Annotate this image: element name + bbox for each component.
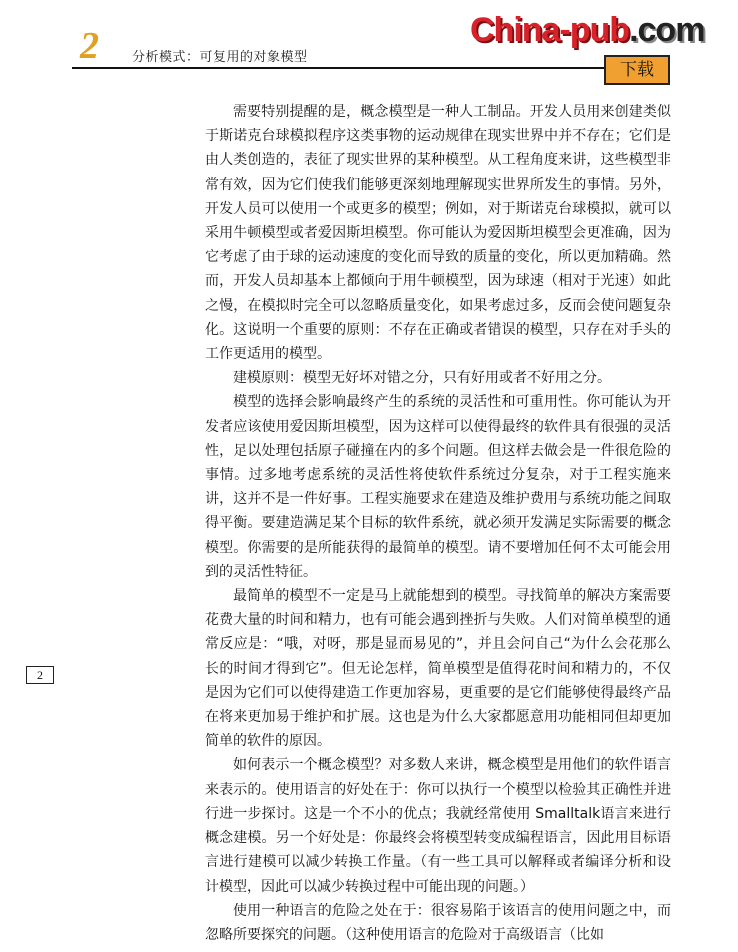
paragraph: 需要特别提醒的是，概念模型是一种人工制品。开发人员用来创建类似于斯诺克台球模拟程序这类事物的运动规律在现实世界中并不存在；它们是由人类创造的，表征了现实世界的某种模型。从工程角度来讲，这些模型非常有效，因为它们使我们能够更深刻地理解现实世界所发生的事情。另外，开发人员可以使用一个或更多的模型；例如，对于斯诺克台球模拟，就可以采用牛顿模型或者爱因斯坦模型。你可能认为爱因斯坦模型会更准确，因为它考虑了由于球的运动速度的变化而导致的质量的变化，所以更加精确。然而，开发人员却基本上都倾向于用牛顿模型，因为球速（相对于光速）如此之慢，在模拟时完全可以忽略质量变化，如果考虑过多，反而会使问题复杂化。这说明一个重要的原则：不存在正确或者错误的模型，只存在对手头的工作更适用的模型。 xyxy=(205,104,671,363)
chapter-title: 分析模式：可复用的对象模型 xyxy=(132,50,308,65)
china-pub-logo[interactable] xyxy=(470,10,704,50)
logo-main-text: China-pub xyxy=(470,11,630,49)
header-divider xyxy=(72,67,626,69)
paragraph: 最简单的模型不一定是马上就能想到的模型。寻找简单的解决方案需要花费大量的时间和精力，也有可能会遇到挫折与失败。人们对简单模型的通常反应是：“哦，对呀，那是显而易见的”，并且会问自己“为什么会花那么长的时间才得到它”。但无论怎样，简单模型是值得花时间和精力的，不仅是因为它们可以使得建造工作更加容易，更重要的是它们能够使得最终产品在将来更加易于维护和扩展。这也是为什么大家都愿意用功能相同但却更加简单的软件的原因。 xyxy=(205,588,671,750)
chapter-number: 2 xyxy=(80,25,99,67)
paragraph: 使用一种语言的危险之处在于：很容易陷于该语言的使用问题之中，而忽略所要探究的问题。（这种使用语言的危险对于高级语言（比如 xyxy=(205,902,671,943)
body-text xyxy=(205,100,671,947)
paragraph: 建模原则：模型无好坏对错之分，只有好用或者不好用之分。 xyxy=(233,370,611,387)
logo-suffix-text: .com xyxy=(629,11,705,49)
paragraph: 模型的选择会影响最终产生的系统的灵活性和可重用性。你可能认为开发者应该使用爱因斯坦模型，因为这样可以使得最终的软件具有很强的灵活性，足以处理包括原子碰撞在内的多个问题。但这样去做会是一件很危险的事情。过多地考虑系统的灵活性将使软件系统过分复杂，对于工程实施来讲，这并不是一件好事。工程实施要求在建造及维护费用与系统功能之间取得平衡。要建造满足某个目标的软件系统，就必须开发满足实际需要的概念模型。你需要的是所能获得的最简单的模型。请不要增加任何不太可能会用到的灵活性特征。 xyxy=(205,394,671,580)
download-button[interactable]: 下载 xyxy=(604,55,670,85)
page-number: 2 xyxy=(26,666,54,684)
paragraph: 如何表示一个概念模型？对多数人来讲，概念模型是用他们的软件语言来表示的。使用语言的好处在于：你可以执行一个模型以检验其正确性并进行进一步探讨。这是一个不小的优点；我就经常使用 Smalltalk语言来进行概念建模。另一个好处是：你最终会将模型转变成编程语言，因此用目标语言进行建模可以减少转换工作量。（有一些工具可以解释或者编译分析和设计模型，因此可以减少转换过程中可能出现的问题。） xyxy=(205,757,671,895)
